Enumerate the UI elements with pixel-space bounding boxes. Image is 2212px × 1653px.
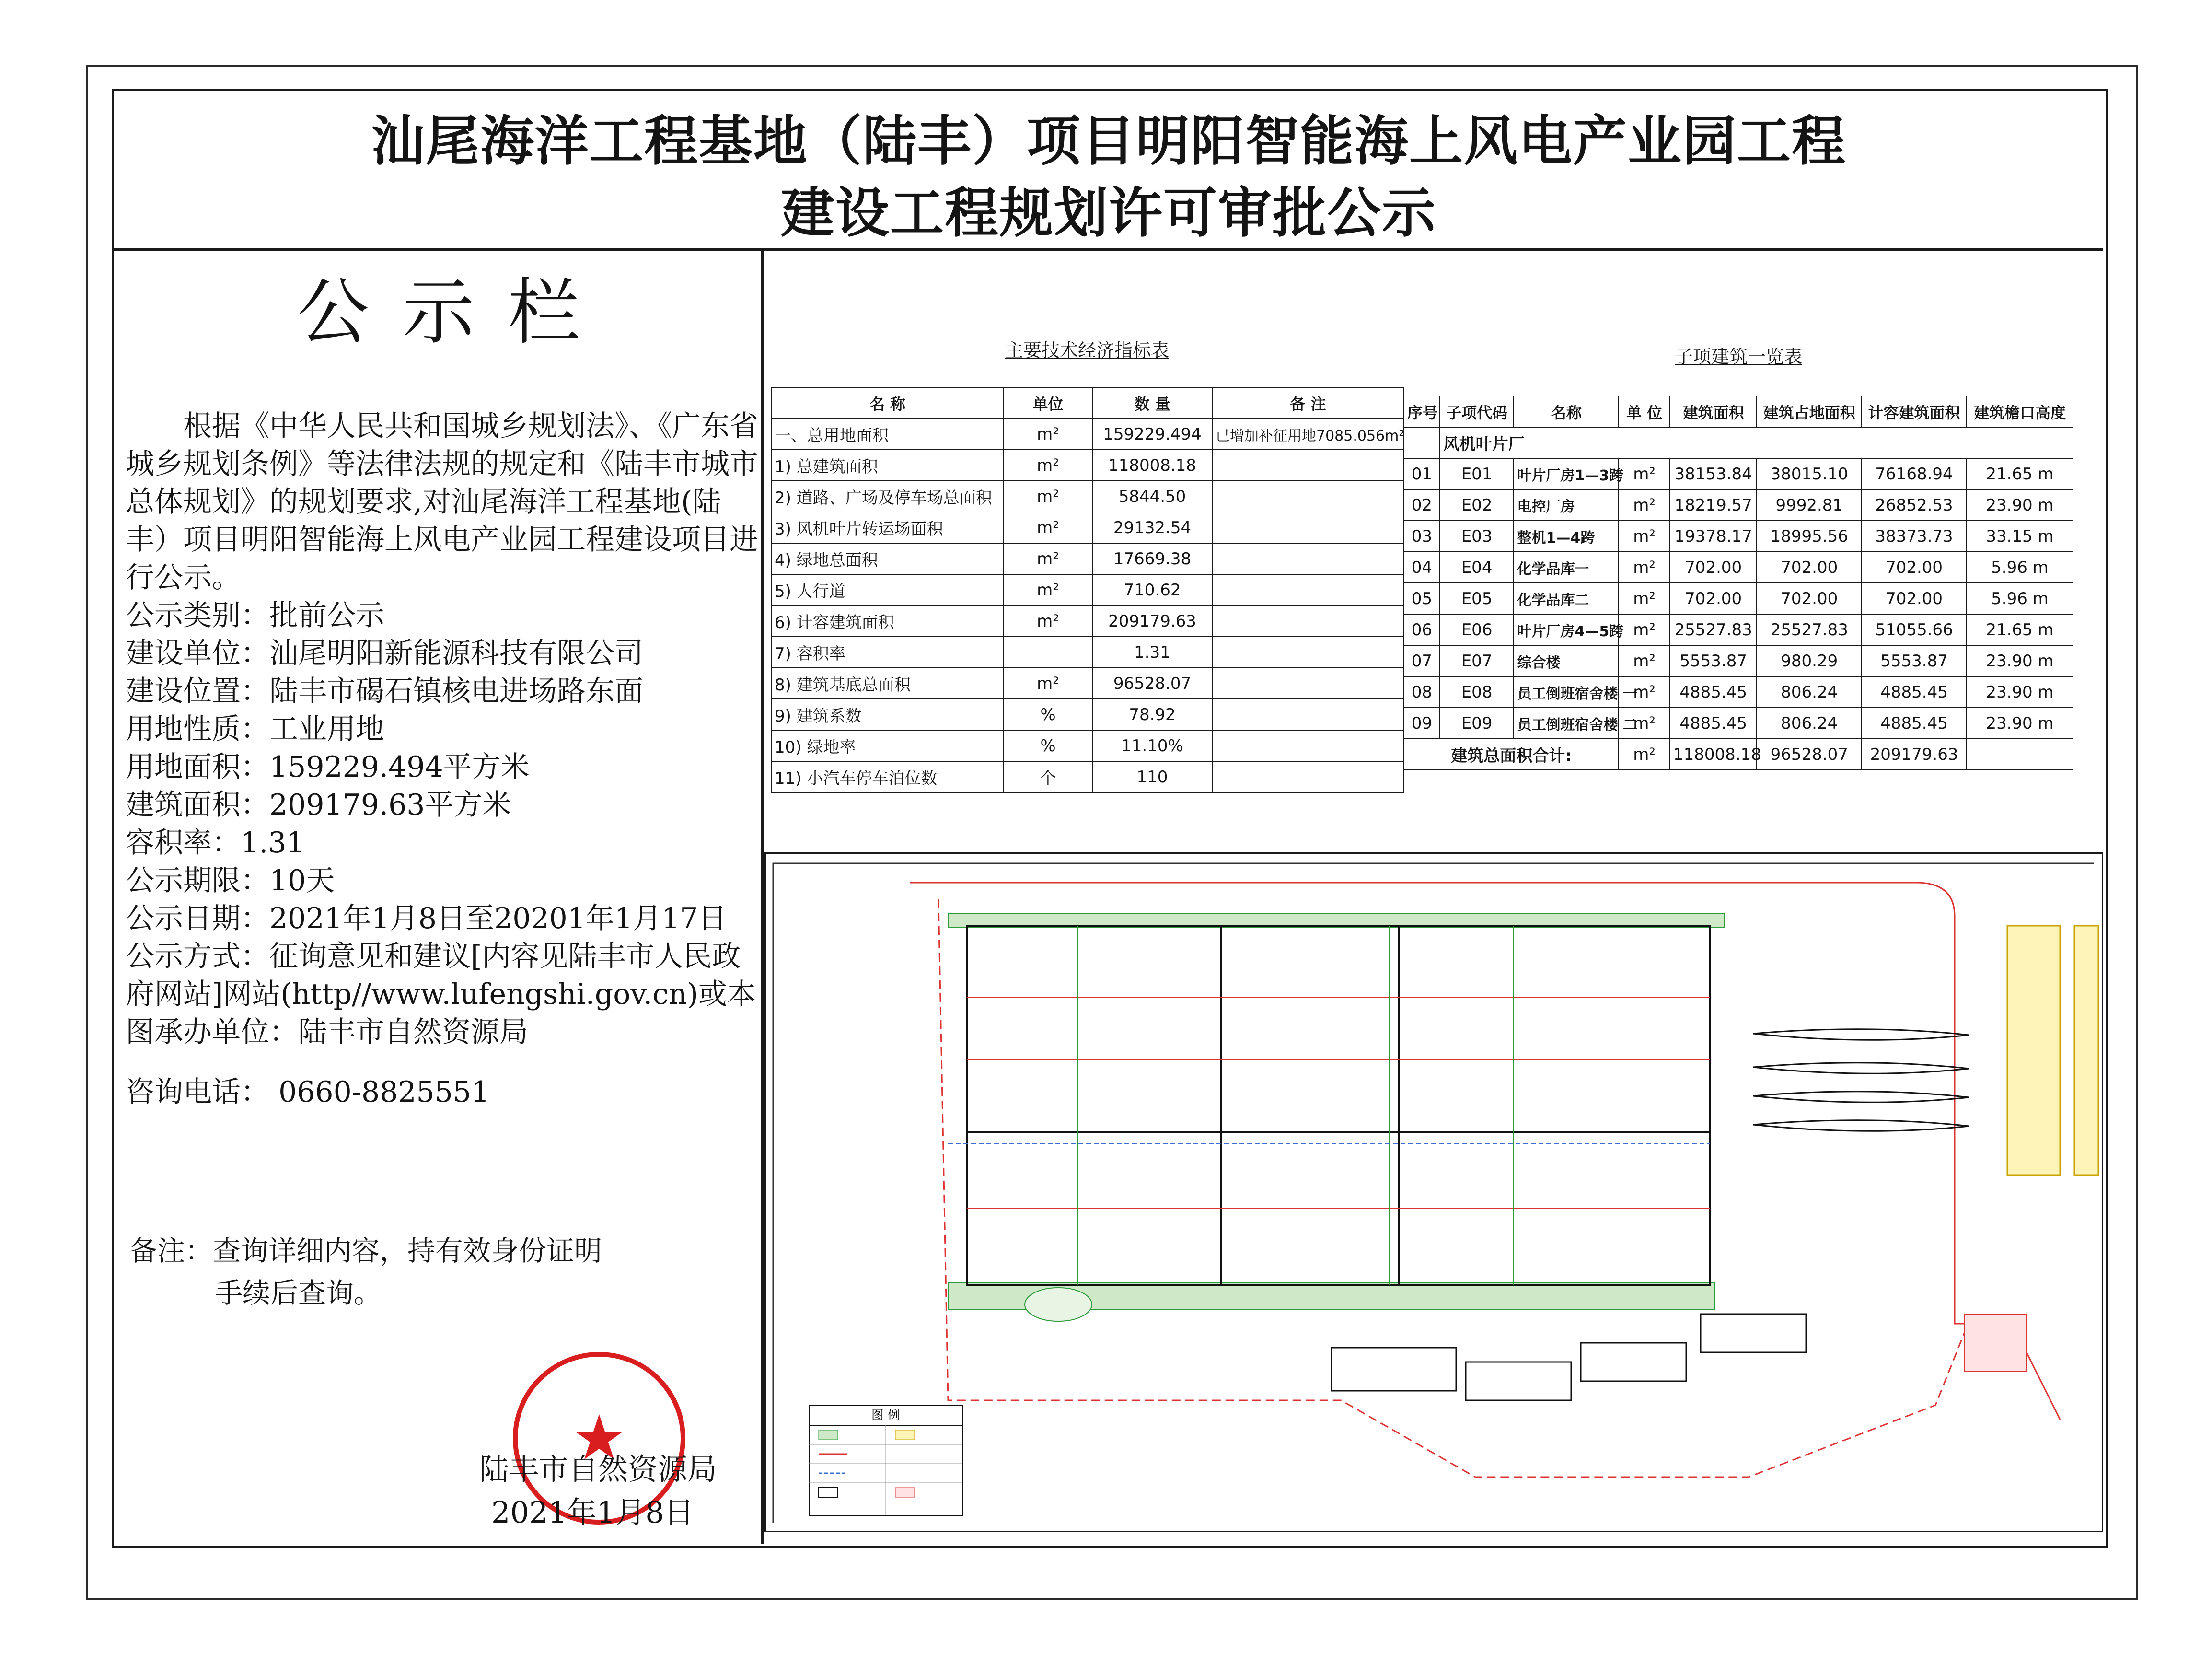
sub-cell-height: 33.15 m	[1967, 521, 2073, 552]
sub-cell-code: E04	[1440, 552, 1514, 583]
econ-row	[771, 481, 1404, 512]
info-period: 公示期限：10天	[126, 864, 335, 897]
econ-cell-unit: m²	[1004, 450, 1092, 481]
sub-row	[1404, 552, 2073, 583]
sub-cell-no: 01	[1404, 458, 1440, 489]
sub-total-label: 建筑总面积合计:	[1404, 739, 1619, 770]
econ-cell-name: 5) 人行道	[771, 574, 1004, 605]
econ-row	[771, 512, 1404, 543]
sub-cell-height: 23.90 m	[1967, 645, 2073, 676]
econ-cell-note	[1212, 543, 1404, 574]
econ-cell-value: 1.31	[1092, 637, 1212, 668]
econ-row	[771, 605, 1404, 637]
econ-cell-note	[1212, 450, 1404, 481]
econ-cell-name: 一、总用地面积	[771, 419, 1004, 450]
sub-cell-code: E08	[1440, 676, 1514, 708]
sub-cell-name: 叶片厂房1—3跨	[1514, 458, 1619, 489]
econ-header-value: 数 量	[1092, 387, 1212, 419]
sub-row	[1404, 458, 2073, 489]
econ-cell-name: 6) 计容建筑面积	[771, 605, 1004, 637]
remark-line-2: 手续后查询。	[215, 1277, 382, 1309]
econ-cell-value: 5844.50	[1092, 481, 1212, 512]
sub-cell-name: 员工倒班宿舍楼 一	[1514, 676, 1619, 708]
blade-3	[1753, 1092, 1969, 1103]
econ-cell-value: 29132.54	[1092, 512, 1212, 543]
econ-cell-value: 118008.18	[1092, 450, 1212, 481]
econ-cell-name: 11) 小汽车停车泊位数	[771, 761, 1004, 792]
sub-cell-name: 员工倒班宿舍楼 二	[1514, 708, 1619, 739]
econ-cell-value: 11.10%	[1092, 730, 1212, 761]
neighbor-block-1	[2007, 926, 2060, 1175]
info-builder: 建设单位：汕尾明阳新能源科技有限公司	[126, 637, 643, 670]
title-line-2: 建设工程规划许可审批公示	[781, 182, 1436, 244]
blade-1	[1753, 1029, 1969, 1040]
remark	[129, 1230, 602, 1314]
econ-cell-note: 已增加补征用地7085.056m²	[1212, 419, 1404, 450]
info-building-area: 建筑面积：209179.63平方米	[126, 788, 511, 822]
sub-total-row	[1404, 739, 2073, 770]
notice-info-list	[126, 597, 768, 1051]
sub-row	[1404, 521, 2073, 552]
sub-header-code: 子项代码	[1440, 396, 1514, 427]
sub-cell-unit: m²	[1619, 521, 1670, 552]
econ-row	[771, 543, 1404, 574]
sub-cell-height: 23.90 m	[1967, 676, 2073, 708]
factory-block-e01	[967, 926, 1399, 1132]
sub-cell-no: 06	[1404, 614, 1440, 645]
econ-cell-name: 2) 道路、广场及停车场总面积	[771, 481, 1004, 512]
sub-cell-far-area: 702.00	[1862, 552, 1967, 583]
econ-cell-note	[1212, 699, 1404, 730]
sub-cell-far-area: 38373.73	[1862, 521, 1967, 552]
sub-cell-height: 21.65 m	[1967, 458, 2073, 489]
econ-header-row	[771, 387, 1404, 419]
sub-cell-unit: m²	[1619, 583, 1670, 614]
econ-cell-unit: m²	[1004, 481, 1092, 512]
econ-cell-unit: m²	[1004, 605, 1092, 637]
sub-cell-footprint: 9992.81	[1757, 489, 1862, 521]
sub-row	[1404, 489, 2073, 521]
sub-cell-unit: m²	[1619, 614, 1670, 645]
sub-row	[1404, 583, 2073, 614]
info-land-use: 用地性质：工业用地	[126, 712, 384, 746]
econ-cell-note	[1212, 512, 1404, 543]
econ-row	[771, 637, 1404, 668]
econ-header-unit: 单位	[1004, 387, 1092, 419]
sub-header-row	[1404, 396, 2073, 427]
info-dates: 公示日期：2021年1月8日至20201年1月17日	[126, 902, 727, 935]
sub-header-far-area: 计容建筑面积	[1862, 396, 1967, 427]
neighbor-block-2	[2074, 926, 2098, 1175]
sub-cell-height: 21.65 m	[1967, 614, 2073, 645]
sub-row	[1404, 614, 2073, 645]
sub-header-height: 建筑檐口高度	[1967, 396, 2073, 427]
sub-cell-far-area: 26852.53	[1862, 489, 1967, 521]
econ-cell-unit: m²	[1004, 574, 1092, 605]
sub-cell-height: 5.96 m	[1967, 583, 2073, 614]
sub-cell-code: E06	[1440, 614, 1514, 645]
sub-cell-area: 4885.45	[1670, 676, 1757, 708]
sub-cell-unit: m²	[1619, 708, 1670, 739]
sub-cell-no: 08	[1404, 676, 1440, 708]
remark-line-1: 备注：查询详细内容，持有效身份证明	[129, 1234, 602, 1267]
econ-cell-note	[1212, 730, 1404, 761]
header-divider	[114, 248, 2103, 251]
econ-header-note: 备 注	[1212, 387, 1404, 419]
sub-group-row	[1404, 427, 2073, 458]
econ-row	[771, 761, 1404, 792]
econ-cell-unit: m²	[1004, 512, 1092, 543]
sub-cell-code: E01	[1440, 458, 1514, 489]
econ-cell-unit: m²	[1004, 668, 1092, 699]
econ-row	[771, 574, 1404, 605]
sub-cell-name: 整机1—4跨	[1514, 521, 1619, 552]
sub-cell-height: 23.90 m	[1967, 489, 2073, 521]
econ-table	[771, 387, 1404, 793]
econ-table-title: 主要技术经济指标表	[1005, 340, 1169, 361]
sub-cell-footprint: 702.00	[1757, 583, 1862, 614]
sub-row	[1404, 676, 2073, 708]
econ-cell-value: 17669.38	[1092, 543, 1212, 574]
sub-cell-far-area: 702.00	[1862, 583, 1967, 614]
sub-cell-unit: m²	[1619, 552, 1670, 583]
sub-cell-no: 07	[1404, 645, 1440, 676]
econ-cell-unit: 个	[1004, 761, 1092, 792]
sub-header-footprint: 建筑占地面积	[1757, 396, 1862, 427]
sub-cell-far-area: 5553.87	[1862, 645, 1967, 676]
econ-cell-name: 1) 总建筑面积	[771, 450, 1004, 481]
legend	[809, 1405, 962, 1515]
sub-cell-code: E09	[1440, 708, 1514, 739]
sub-cell-area: 19378.17	[1670, 521, 1757, 552]
sub-cell-code: E05	[1440, 583, 1514, 614]
sub-total-height	[1967, 739, 2073, 770]
sub-cell-unit: m²	[1619, 458, 1670, 489]
sub-cell-area: 25527.83	[1670, 614, 1757, 645]
sub-cell-footprint: 806.24	[1757, 708, 1862, 739]
econ-cell-note	[1212, 637, 1404, 668]
sub-table	[1403, 396, 2073, 770]
sub-cell-far-area: 4885.45	[1862, 708, 1967, 739]
econ-cell-note	[1212, 761, 1404, 792]
blade-4	[1753, 1120, 1969, 1131]
sub-cell-footprint: 38015.10	[1757, 458, 1862, 489]
sub-total-unit: m²	[1619, 739, 1670, 770]
info-category: 公示类别：批前公示	[126, 599, 384, 632]
sub-cell-no: 03	[1404, 521, 1440, 552]
econ-cell-note	[1212, 605, 1404, 637]
econ-cell-unit: m²	[1004, 419, 1092, 450]
notice-paragraph: 根据《中华人民共和国城乡规划法》、《广东省城乡规划条例》等法律法规的规定和《陆丰市城市总体规划》的规划要求,对汕尾海洋工程基地(陆丰）项目明阳智能海上风电产业园工程建设项目进行公示。	[126, 409, 758, 594]
sub-cell-no: 04	[1404, 552, 1440, 583]
sub-cell-far-area: 76168.94	[1862, 458, 1967, 489]
econ-cell-note	[1212, 574, 1404, 605]
econ-cell-name: 10) 绿地率	[771, 730, 1004, 761]
econ-cell-note	[1212, 481, 1404, 512]
sub-cell-code: E07	[1440, 645, 1514, 676]
econ-row	[771, 668, 1404, 699]
econ-cell-value: 110	[1092, 761, 1212, 792]
econ-cell-value: 710.62	[1092, 574, 1212, 605]
econ-row	[771, 699, 1404, 730]
sub-cell-unit: m²	[1619, 489, 1670, 521]
econ-cell-name: 4) 绿地总面积	[771, 543, 1004, 574]
factory-block-e03	[1221, 926, 1710, 1132]
sub-cell-code: E03	[1440, 521, 1514, 552]
sub-group-label: 风机叶片厂	[1440, 427, 2073, 458]
econ-cell-name: 3) 风机叶片转运场面积	[771, 512, 1004, 543]
info-land-area: 用地面积：159229.494平方米	[126, 750, 530, 784]
sub-header-no: 序号	[1404, 396, 1440, 427]
econ-row	[771, 419, 1404, 450]
econ-cell-value: 159229.494	[1092, 419, 1212, 450]
sub-cell-footprint: 25527.83	[1757, 614, 1862, 645]
econ-cell-value: 96528.07	[1092, 668, 1212, 699]
consult-phone: 咨询电话： 0660-8825551	[126, 1075, 490, 1109]
sub-total-far-area: 209179.63	[1862, 739, 1967, 770]
sub-table-title: 子项建筑一览表	[1674, 346, 1802, 367]
econ-cell-unit: m²	[1004, 543, 1092, 574]
sub-total-footprint: 96528.07	[1757, 739, 1862, 770]
sub-cell-unit: m²	[1619, 645, 1670, 676]
entrance-plaza	[1025, 1288, 1092, 1321]
sub-header-name: 名称	[1514, 396, 1619, 427]
site-red-line	[910, 883, 2060, 1420]
sub-cell-area: 4885.45	[1670, 708, 1757, 739]
sub-cell-name: 化学品库一	[1514, 552, 1619, 583]
office-building	[1332, 1348, 1456, 1391]
sub-cell-footprint: 702.00	[1757, 552, 1862, 583]
econ-cell-value: 78.92	[1092, 699, 1212, 730]
sub-cell-name: 综合楼	[1514, 645, 1619, 676]
site-plan-drawing	[766, 854, 2102, 1531]
sub-cell-height: 23.90 m	[1967, 708, 2073, 739]
sub-cell-name: 叶片厂房4—5跨	[1514, 614, 1619, 645]
sub-cell-far-area: 51055.66	[1862, 614, 1967, 645]
econ-cell-name: 8) 建筑基底总面积	[771, 668, 1004, 699]
econ-cell-value: 209179.63	[1092, 605, 1212, 637]
signature-unit: 陆丰市自然资源局	[479, 1452, 718, 1487]
econ-cell-unit: %	[1004, 699, 1092, 730]
sub-cell-height: 5.96 m	[1967, 552, 2073, 583]
sub-cell-name: 电控厂房	[1514, 489, 1619, 521]
blade-2	[1753, 1063, 1969, 1074]
sub-cell-footprint: 980.29	[1757, 645, 1862, 676]
sub-cell-name: 化学品库二	[1514, 583, 1619, 614]
legend-title: 图 例	[871, 1409, 901, 1423]
econ-cell-name: 7) 容积率	[771, 637, 1004, 668]
sub-cell-area: 5553.87	[1670, 645, 1757, 676]
board-title: 公示栏	[297, 271, 614, 354]
sub-row	[1404, 708, 2073, 739]
sub-cell-no: 02	[1404, 489, 1440, 521]
sub-group-spacer	[1404, 427, 1440, 458]
sub-cell-footprint: 18995.56	[1757, 521, 1862, 552]
sub-cell-code: E02	[1440, 489, 1514, 521]
sub-header-area: 建筑面积	[1670, 396, 1757, 427]
sub-header-unit: 单 位	[1619, 396, 1670, 427]
econ-row	[771, 730, 1404, 761]
info-location: 建设位置：陆丰市碣石镇核电进场路东面	[126, 675, 643, 708]
sub-cell-footprint: 806.24	[1757, 676, 1862, 708]
title-line-1: 汕尾海洋工程基地（陆丰）项目明阳智能海上风电产业园工程	[371, 110, 1846, 173]
sub-cell-area: 18219.57	[1670, 489, 1757, 521]
sub-cell-area: 702.00	[1670, 552, 1757, 583]
econ-header-name: 名 称	[771, 387, 1004, 419]
site-plan	[764, 852, 2103, 1532]
dorm-building-3	[1701, 1314, 1806, 1352]
econ-cell-unit	[1004, 637, 1092, 668]
sub-total-area: 118008.18	[1670, 739, 1757, 770]
sub-row	[1404, 645, 2073, 676]
dorm-building-2	[1581, 1343, 1686, 1381]
signature-date: 2021年1月8日	[491, 1495, 694, 1530]
sub-cell-unit: m²	[1619, 676, 1670, 708]
dorm-building-1	[1466, 1362, 1571, 1400]
econ-cell-note	[1212, 668, 1404, 699]
info-method: 公示方式：征询意见和建议[内容见陆丰市人民政府网站]网站(http//www.lufengshi.gov.cn)或本图承办单位：陆丰市自然资源局	[126, 940, 756, 1049]
sub-cell-area: 38153.84	[1670, 458, 1757, 489]
sub-cell-area: 702.00	[1670, 583, 1757, 614]
info-far: 容积率：1.31	[126, 826, 305, 860]
sub-cell-no: 05	[1404, 583, 1440, 614]
econ-cell-unit: %	[1004, 730, 1092, 761]
sub-cell-far-area: 4885.45	[1862, 676, 1967, 708]
sub-cell-no: 09	[1404, 708, 1440, 739]
econ-row	[771, 450, 1404, 481]
econ-cell-name: 9) 建筑系数	[771, 699, 1004, 730]
